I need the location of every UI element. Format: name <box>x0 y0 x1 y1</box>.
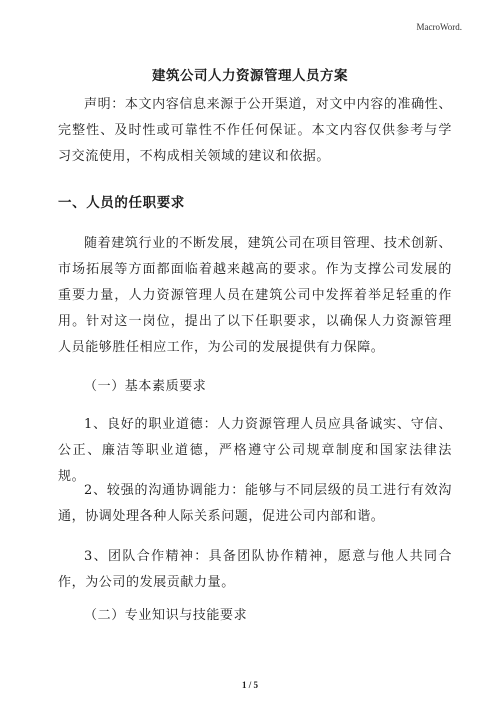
disclaimer-paragraph: 声明：本文内容信息来源于公开渠道，对文中内容的准确性、完整性、及时性或可靠性不作任何保证。本文内容仅供参考与学习交流使用，不构成相关领域的建议和依据。 <box>58 97 452 164</box>
document-title: 建筑公司人力资源管理人员方案 <box>152 68 348 84</box>
header-brand: MacroWord. <box>416 22 462 32</box>
page-number: 1 / 5 <box>241 680 258 690</box>
intro-paragraph: 随着建筑行业的不断发展，建筑公司在项目管理、技术创新、市场拓展等方面都面临着越来越高的要求。作为支撑公司发展的重要力量，人力资源管理人员在建筑公司中发挥着举足轻重的作用。针对这一岗位，提出了以下任职要求，以确保人力资源管理人员能够胜任相应工作，为公司的发展提供有力保障。 <box>58 236 452 355</box>
disclaimer-block <box>58 92 452 170</box>
list-item: 3、团队合作精神：具备团队协作精神，愿意与他人共同合作，为公司的发展贡献力量。 <box>58 549 452 590</box>
subsection-2-heading-block <box>58 603 452 629</box>
section-1-heading-block <box>58 190 452 216</box>
section-1-intro-block <box>58 231 452 361</box>
list-item: 2、较强的沟通协调能力：能够与不同层级的员工进行有效沟通，协调处理各种人际关系问题，促进公司内部和谐。 <box>58 483 452 524</box>
list-item: 1、良好的职业道德：人力资源管理人员应具备诚实、守信、公正、廉洁等职业道德，严格遵守公司规章制度和国家法律法规。 <box>58 417 452 484</box>
item-3-block <box>58 544 452 596</box>
subsection-heading: （一）基本素质要求 <box>84 379 207 394</box>
section-heading: 一、人员的任职要求 <box>58 195 185 211</box>
item-2-block <box>58 478 452 530</box>
subsection-1-heading-block <box>58 374 452 400</box>
subsection-heading: （二）专业知识与技能要求 <box>84 608 248 623</box>
